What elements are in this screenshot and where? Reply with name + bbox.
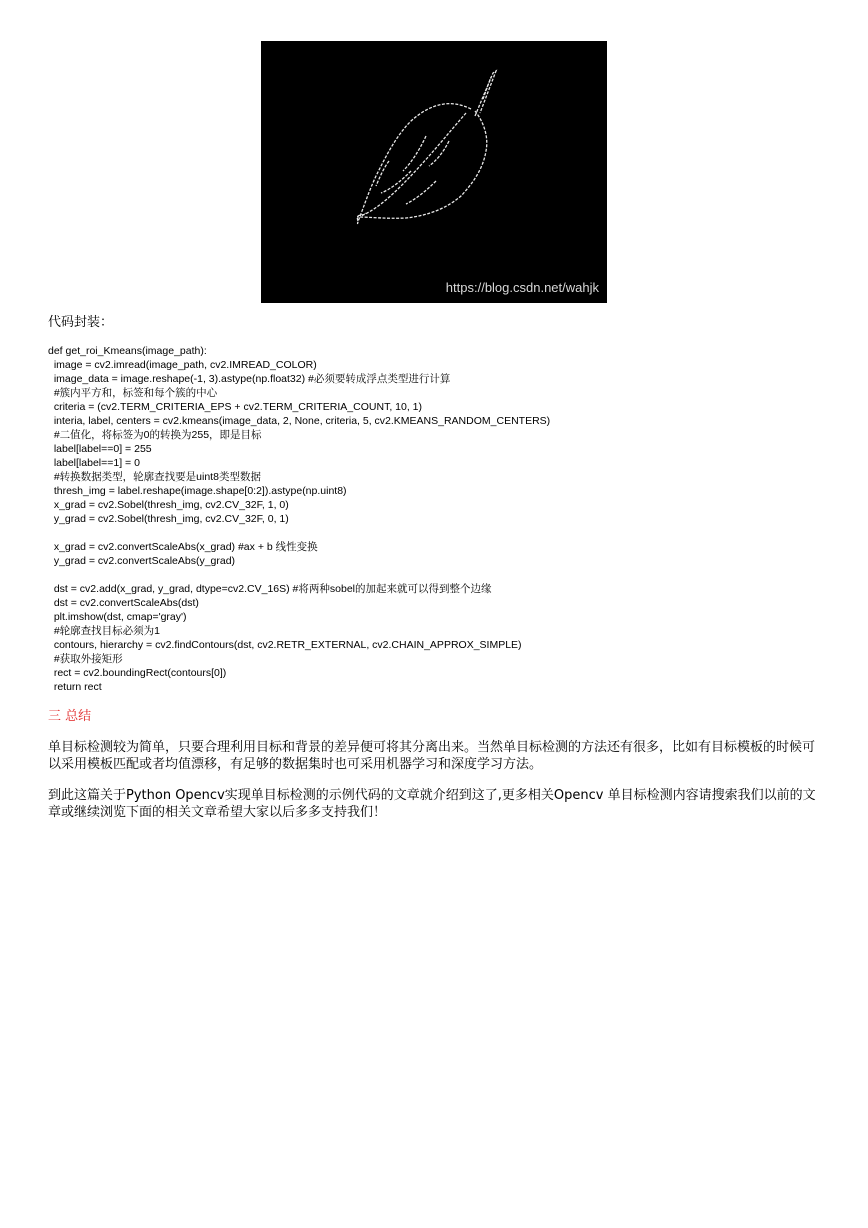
code-line: y_grad = cv2.Sobel(thresh_img, cv2.CV_32F, 0, 1)	[48, 513, 289, 525]
code-line: criteria = (cv2.TERM_CRITERIA_EPS + cv2.TERM_CRITERIA_COUNT, 10, 1)	[48, 401, 423, 413]
code-line: image = cv2.imread(image_path, cv2.IMREAD_COLOR)	[48, 359, 317, 371]
code-line: thresh_img = label.reshape(image.shape[0:2]).astype(np.uint8)	[48, 485, 347, 497]
code-line: #轮廓查找目标必须为1	[48, 625, 161, 637]
code-line	[48, 568, 848, 582]
code-line: label[label==1] = 0	[48, 457, 140, 469]
code-section-label: 代码封装：	[48, 315, 114, 330]
code-line: interia, label, centers = cv2.kmeans(image_data, 2, None, criteria, 5, cv2.KMEANS_RANDOM_CENTERS)	[48, 415, 551, 427]
closing-paragraph: 到此这篇关于Python Opencv实现单目标检测的示例代码的文章就介绍到这了,更多相关Opencv 单目标检测内容请搜索我们以前的文章或继续浏览下面的相关文章希望大家以后多多支持我们！	[48, 788, 816, 820]
image-watermark: https://blog.csdn.net/wahjk	[445, 280, 599, 295]
code-block	[48, 344, 848, 694]
code-line: #获取外接矩形	[48, 653, 123, 665]
code-line: #簇内平方和，标签和每个簇的中心	[48, 387, 218, 399]
code-line: contours, hierarchy = cv2.findContours(dst, cv2.RETR_EXTERNAL, cv2.CHAIN_APPROX_SIMPLE)	[48, 639, 522, 651]
summary-heading: 三 总结	[48, 709, 92, 724]
code-line: def get_roi_Kmeans(image_path):	[48, 345, 207, 357]
code-line	[48, 526, 848, 540]
leaf-edge-image	[261, 41, 607, 303]
code-line: #转换数据类型，轮廓查找要是uint8类型数据	[48, 471, 261, 483]
code-line: dst = cv2.add(x_grad, y_grad, dtype=cv2.CV_16S) #将两种sobel的加起来就可以得到整个边缘	[48, 583, 492, 595]
leaf-edge-drawing	[261, 41, 607, 303]
code-line: image_data = image.reshape(-1, 3).astype(np.float32) #必须要转成浮点类型进行计算	[48, 373, 451, 385]
code-line: x_grad = cv2.Sobel(thresh_img, cv2.CV_32F, 1, 0)	[48, 499, 289, 511]
code-line: return rect	[48, 681, 102, 693]
summary-paragraph: 单目标检测较为简单，只要合理利用目标和背景的差异便可将其分离出来。当然单目标检测的方法还有很多，比如有目标模板的时候可以采用模板匹配或者均值漂移，有足够的数据集时也可采用机器学习和深度学习方法。	[48, 740, 816, 772]
code-line: plt.imshow(dst, cmap='gray')	[48, 611, 187, 623]
code-line: x_grad = cv2.convertScaleAbs(x_grad) #ax + b 线性变换	[48, 541, 318, 553]
code-line: dst = cv2.convertScaleAbs(dst)	[48, 597, 199, 609]
code-line: rect = cv2.boundingRect(contours[0])	[48, 667, 227, 679]
code-line: label[label==0] = 255	[48, 443, 152, 455]
code-line: y_grad = cv2.convertScaleAbs(y_grad)	[48, 555, 236, 567]
code-line: #二值化，将标签为0的转换为255，即是目标	[48, 429, 262, 441]
